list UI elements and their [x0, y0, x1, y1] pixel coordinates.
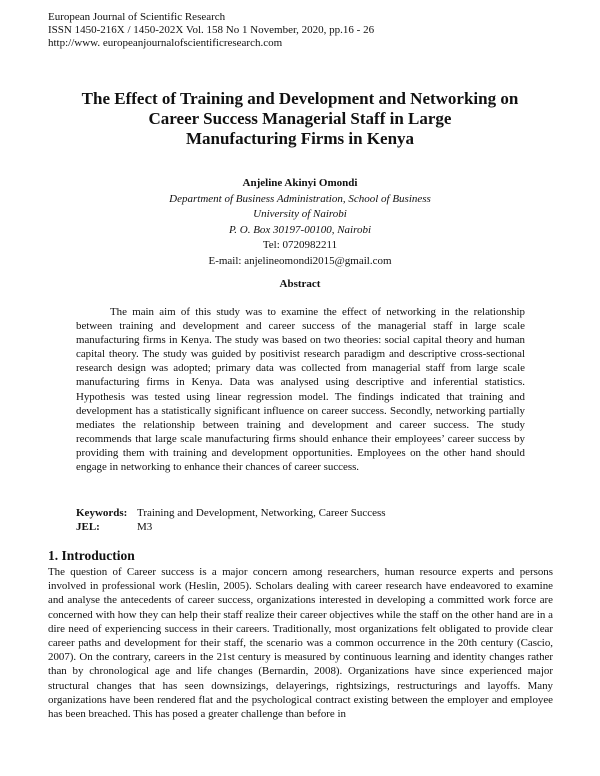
affiliation-line: P. O. Box 30197-00100, Nairobi [228, 223, 372, 236]
title-line: Manufacturing Firms in Kenya [185, 129, 415, 148]
keywords-value: Training and Development, Networking, Career Success [137, 507, 386, 519]
keywords-row [76, 507, 386, 521]
keywords-label: Keywords: [76, 507, 128, 519]
abstract-heading: Abstract [279, 278, 321, 290]
jel-row [76, 521, 386, 535]
journal-name: European Journal of Scientific Research [48, 11, 226, 23]
section-heading-introduction: 1. Introduction [48, 548, 135, 563]
affiliation-line: Department of Business Administration, School of Business [169, 192, 431, 205]
author-telephone: Tel: 0720982211 [262, 239, 338, 252]
journal-issn: ISSN 1450-216X / 1450-202X Vol. 158 No 1 November, 2020, pp.16 - 26 [48, 24, 375, 36]
affiliation-line: University of Nairobi [253, 208, 347, 221]
abstract-text: The main aim of this study was to examine the effect of networking in the relationship between training and development and career success of the managerial staff in large scale manufacturing firms in Kenya. The study was based on two theories: social capital theory and human capital theory. The study was guided by positivist research paradigm and descriptive cross-sectional research design was adopted; primary data was collected from managerial staff from large scale manufacturing firms in Kenya. Data was analysed using descriptive and inferential statistics. Hypothesis was tested using linear regression model. The findings indicated that training and development has a statistically significant influence on career success. Secondly, networking partially mediates the relationship between training and development and career success. The study recommends that large scale manufacturing firms should enhance their employees’ career success by providing them with training and development opportunities. Employees on the other hand should engage in networking to enhance their chances of career success. [76, 306, 525, 474]
title-line: The Effect of Training and Development and Networking on [81, 89, 519, 108]
title-line: Career Success Managerial Staff in Large [148, 109, 452, 128]
introduction-text: The question of Career success is a major concern among researchers, human resource experts and persons involved in professional work (Heslin, 2005). Scholars dealing with career research have endeavored to examine and analyse the antecedents of career success, organizations interested in developing a committed work force are concerned with how they can help their staff realize their career objectives while the staff on the other hand are in a dire need of experiencing success in their careers. Traditionally, most organizations felt obligated to provide clear career paths and development for their staff, the scenario was a common occurrence in the 20th century (Cascio, 2007). On the contrary, careers in the 21st century is measured by continuous learning and identity changes rather than by chronological age and life changes (Bernardin, 2008). Organizations have since experienced major structural changes that has seen downsizings, delayerings, rightsizings, restructurings and layoffs. Many organizations have been rendered flat and the psychological contract existing between the employer and employee has been breached. This has posed a greater challenge than before in [48, 566, 553, 721]
paper-title [40, 89, 560, 149]
jel-label: JEL: [76, 520, 100, 533]
author-block [40, 176, 560, 270]
author-name: Anjeline Akinyi Omondi [242, 177, 358, 189]
journal-header [48, 11, 374, 50]
journal-url: http://www. europeanjournalofscientificresearch.com [48, 37, 283, 49]
keywords-block [76, 507, 386, 534]
jel-value: M3 [137, 520, 153, 533]
author-email: E-mail: anjelineomondi2015@gmail.com [208, 254, 392, 267]
